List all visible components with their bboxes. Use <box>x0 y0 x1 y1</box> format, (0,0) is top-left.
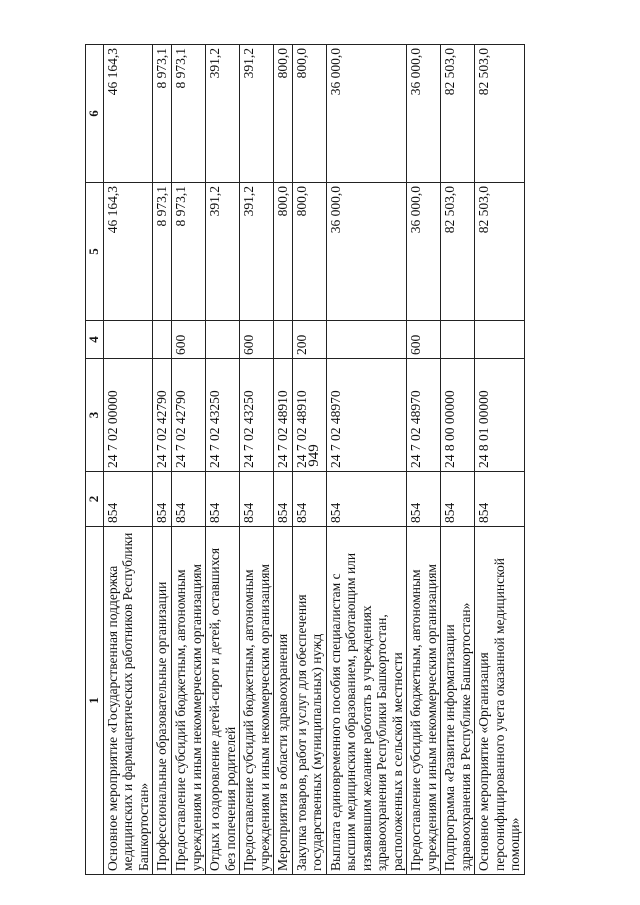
row-csr: 24 7 02 00000 <box>103 359 153 472</box>
row-sum2: 800,0 <box>274 45 293 183</box>
row-csr: 24 7 02 48970 <box>326 359 407 472</box>
table-row <box>475 45 525 875</box>
row-sum2: 800,0 <box>292 45 326 183</box>
column-header: 2 <box>86 472 104 527</box>
row-ved: 854 <box>475 472 525 527</box>
table-row <box>103 45 153 875</box>
row-name: Профессиональные образовательные организации <box>153 527 172 875</box>
row-sum2: 8 973,1 <box>153 45 172 183</box>
header-row <box>86 45 104 875</box>
row-sum2: 36 000,0 <box>407 45 441 183</box>
row-ved: 854 <box>274 472 293 527</box>
row-vr <box>153 321 172 359</box>
row-csr: 24 8 00 00000 <box>441 359 475 472</box>
row-vr <box>274 321 293 359</box>
row-name: Предоставление субсидий бюджетным, автономным учреждениям и иным некоммерческим организациям <box>407 527 441 875</box>
row-ved: 854 <box>292 472 326 527</box>
row-name: Подпрограмма «Развитие информатизации здравоохранения в Республике Башкортостан» <box>441 527 475 875</box>
row-ved: 854 <box>153 472 172 527</box>
table-row <box>206 45 240 875</box>
table-row <box>172 45 206 875</box>
table-row <box>407 45 441 875</box>
row-csr: 24 7 02 42790 <box>172 359 206 472</box>
row-name: Выплата единовременного пособия специалистам с высшим медицинским образованием, работающим или изъявившим желание работать в учреждениях здравоохранения Республики Башкортостан, расположенных в сельской местности <box>326 527 407 875</box>
row-name: Закупка товаров, работ и услуг для обеспечения государственных (муниципальных) нужд <box>292 527 326 875</box>
row-sum1: 82 503,0 <box>475 183 525 321</box>
column-header: 6 <box>86 45 104 183</box>
row-sum1: 8 973,1 <box>153 183 172 321</box>
row-sum1: 36 000,0 <box>407 183 441 321</box>
page-number: 949 <box>305 444 322 467</box>
row-ved: 854 <box>172 472 206 527</box>
row-vr <box>326 321 407 359</box>
column-header: 1 <box>86 527 104 875</box>
table-row <box>326 45 407 875</box>
row-csr: 24 7 02 42790 <box>153 359 172 472</box>
row-vr: 600 <box>240 321 274 359</box>
row-sum1: 391,2 <box>240 183 274 321</box>
row-name: Основное мероприятие «Организация персонифицированного учета оказанной медицинской помощи» <box>475 527 525 875</box>
row-sum1: 391,2 <box>206 183 240 321</box>
row-name: Основное мероприятие «Государственная поддержка медицинских и фармацевтических работников Республики Башкортостан» <box>103 527 153 875</box>
row-vr: 600 <box>172 321 206 359</box>
row-vr <box>441 321 475 359</box>
row-sum2: 8 973,1 <box>172 45 206 183</box>
row-sum2: 391,2 <box>240 45 274 183</box>
table-row <box>240 45 274 875</box>
row-ved: 854 <box>441 472 475 527</box>
row-csr: 24 7 02 43250 <box>206 359 240 472</box>
row-vr <box>475 321 525 359</box>
table-row <box>292 45 326 875</box>
rotated-table-container <box>85 45 523 875</box>
budget-table <box>85 44 525 875</box>
row-sum1: 82 503,0 <box>441 183 475 321</box>
row-csr: 24 7 02 48910 <box>274 359 293 472</box>
row-sum1: 36 000,0 <box>326 183 407 321</box>
row-name: Предоставление субсидий бюджетным, автономным учреждениям и иным некоммерческим организациям <box>172 527 206 875</box>
row-sum1: 46 164,3 <box>103 183 153 321</box>
column-header: 4 <box>86 321 104 359</box>
row-ved: 854 <box>326 472 407 527</box>
row-ved: 854 <box>240 472 274 527</box>
row-csr: 24 7 02 48970 <box>407 359 441 472</box>
row-name: Мероприятия в области здравоохранения <box>274 527 293 875</box>
table-row <box>441 45 475 875</box>
row-sum1: 800,0 <box>292 183 326 321</box>
row-csr: 24 7 02 48910 <box>292 359 326 472</box>
row-vr <box>103 321 153 359</box>
row-sum2: 36 000,0 <box>326 45 407 183</box>
row-sum1: 800,0 <box>274 183 293 321</box>
row-csr: 24 8 01 00000 <box>475 359 525 472</box>
row-ved: 854 <box>103 472 153 527</box>
row-name: Предоставление субсидий бюджетным, автономным учреждениям и иным некоммерческим организациям <box>240 527 274 875</box>
row-vr: 600 <box>407 321 441 359</box>
row-vr <box>206 321 240 359</box>
row-sum2: 391,2 <box>206 45 240 183</box>
row-sum2: 46 164,3 <box>103 45 153 183</box>
row-name: Отдых и оздоровление детей-сирот и детей, оставшихся без попечения родителей <box>206 527 240 875</box>
row-ved: 854 <box>206 472 240 527</box>
table-row <box>274 45 293 875</box>
column-header: 5 <box>86 183 104 321</box>
row-sum1: 8 973,1 <box>172 183 206 321</box>
row-ved: 854 <box>407 472 441 527</box>
table-row <box>153 45 172 875</box>
column-header: 3 <box>86 359 104 472</box>
row-vr: 200 <box>292 321 326 359</box>
row-sum2: 82 503,0 <box>441 45 475 183</box>
row-csr: 24 7 02 43250 <box>240 359 274 472</box>
row-sum2: 82 503,0 <box>475 45 525 183</box>
